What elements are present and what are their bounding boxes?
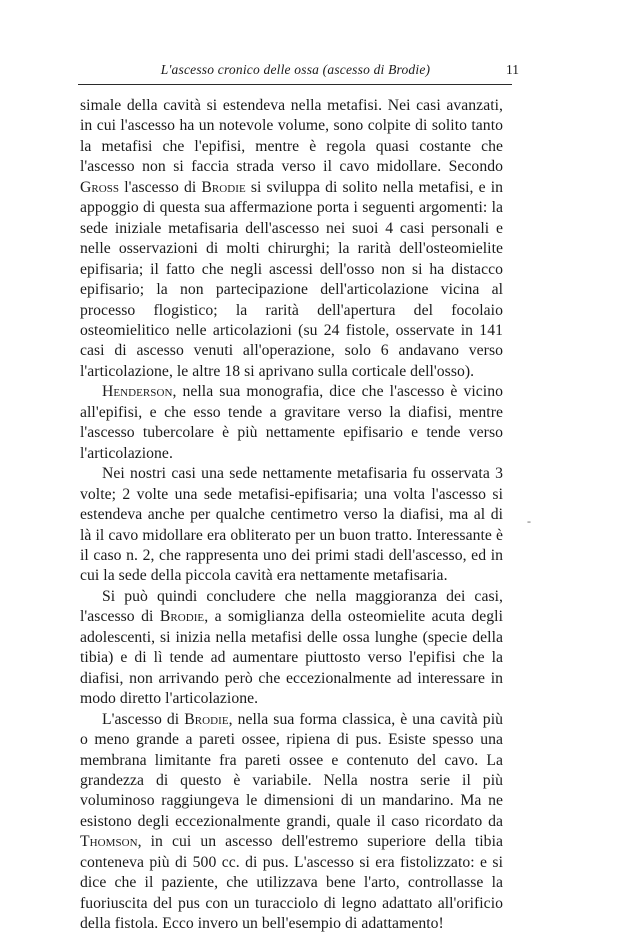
- author-name-henderson: Henderson: [102, 383, 173, 401]
- running-header: [80, 62, 519, 84]
- paragraph-1: simale della cavità si estendeva nella metafisi. Nei casi avanzati, in cui l'ascesso ha un notevole volume, sono colpite di solito tanto la metafisi che l'epifisi, mentre è regola quasi costante che l'ascesso non si faccia strada verso il cavo midollare. Secondo Gross l'ascesso di Brodie si sviluppa di solito nella metafisi, e in appoggio di questa sua affermazione porta i seguenti argomenti: la sede iniziale metafisaria dell'ascesso nei suoi 4 casi personali e nelle osservazioni di molti chirurghi; la rarità dell'osteomielite epifisaria; il fatto che negli ascessi dell'osso non si ha distacco epifisario; la non partecipazione dell'articolazione vicina al processo flogistico; la rarità dell'apertura del focolaio osteomielitico nelle articolazioni (su 24 fistole, osservate in 141 casi di ascesso venuti all'operazione, solo 6 andavano verso l'articolazione, le altre 18 si aprivano sulla corticale dell'osso).: [80, 97, 503, 380]
- paragraph-5: L'ascesso di Brodie, nella sua forma classica, è una cavità più o meno grande a pareti ossee, ripiena di pus. Esiste spesso una membrana limitante fra pareti ossee e contenuto del cavo. La grandezza di questo è variabile. Nella nostra serie il più voluminoso raggiungeva le dimensioni di un mandarino. Ma ne esistono degli eccezionalmente grandi, quale il caso ricordato da Thomson, in cui un ascesso dell'estremo superiore della tibia conteneva più di 500 cc. di pus. L'ascesso si era fistolizzato: e si dice che il paziente, che utilizzava bene l'arto, controllasse la fuoriuscita del pus con un turacciolo di legno adattato all'orificio della fistola. Ecco invero un bell'esempio di adattamento!: [80, 710, 503, 933]
- page-number: 11: [506, 62, 519, 77]
- running-title: L'ascesso cronico delle ossa (ascesso di Brodie): [160, 62, 431, 77]
- paragraph-4: Si può quindi concludere che nella maggioranza dei casi, l'ascesso di Brodie, a somiglianza della osteomielite acuta degli adolescenti, si inizia nella metafisi delle ossa lunghe (specie della tibia) e di lì tende ad aumentare piuttosto verso l'epifisi che la diafisi, non arrivando però che eccezionalmente ad interessare in modo diretto l'articolazione.: [80, 587, 504, 708]
- body-text: [80, 96, 503, 935]
- author-name-thomson: Thomson: [80, 833, 138, 851]
- margin-mark: -: [527, 514, 531, 528]
- header-rule: [78, 84, 512, 85]
- author-name-gross: Gross: [80, 178, 120, 196]
- author-name-brodie: Brodie: [184, 710, 229, 728]
- author-name-brodie: Brodie: [201, 178, 246, 196]
- paragraph-3: Nei nostri casi una sede nettamente metafisaria fu osservata 3 volte; 2 volte una sede metafisi-epifisaria; una volta l'ascesso si estendeva anche per qualche centimetro verso la diafisi, ma al di là il cavo midollare era obliterato per un buon tratto. Interessante è il caso n. 2, che rappresenta uno dei primi stadi dell'ascesso, ed in cui la sede della piccola cavità era nettamente metafisaria.: [80, 465, 503, 585]
- paragraph-2: Henderson, nella sua monografia, dice che l'ascesso è vicino all'epifisi, e che esso tende a gravitare verso la diafisi, mentre l'ascesso tubercolare è più nettamente epifisario e tende verso l'articolazione.: [80, 383, 503, 462]
- author-name-brodie: Brodie: [159, 608, 205, 626]
